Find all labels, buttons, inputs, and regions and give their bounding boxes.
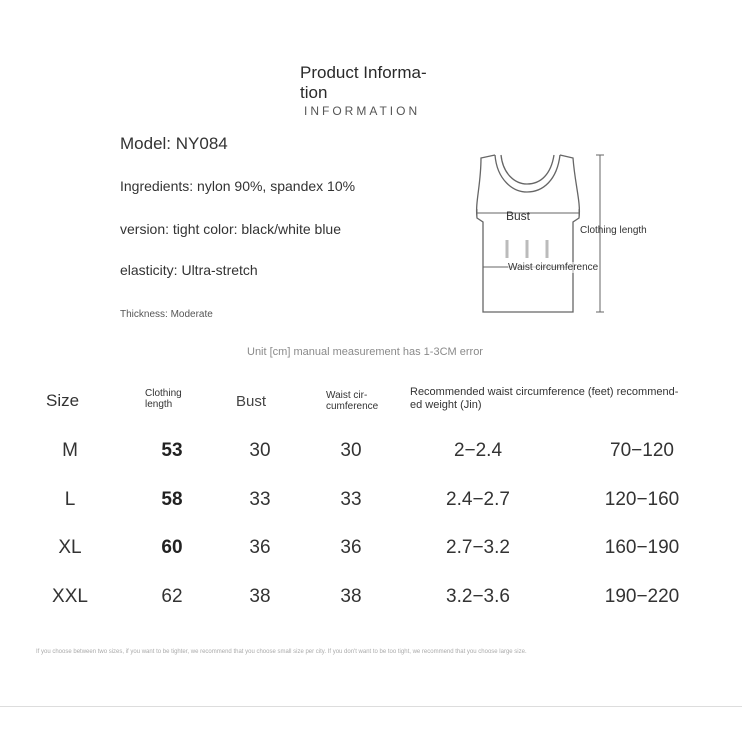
bottom-divider xyxy=(0,706,742,707)
cell-size: XL xyxy=(58,537,82,558)
cell-weight: 120−160 xyxy=(604,489,680,510)
cell-weight: 70−120 xyxy=(610,440,674,461)
thickness-label: Thickness: Moderate xyxy=(120,309,213,320)
cell-bust: 38 xyxy=(249,586,271,607)
bust-label: Bust xyxy=(506,209,531,223)
cell-length: 62 xyxy=(161,586,183,607)
cell-size: M xyxy=(62,440,78,461)
cell-weight: 160−190 xyxy=(604,537,680,558)
header-size: Size xyxy=(46,391,80,410)
cell-bust: 30 xyxy=(249,440,271,461)
cell-waist: 30 xyxy=(340,440,362,461)
unit-note: Unit [cm] manual measurement has 1-3CM error xyxy=(247,346,483,358)
header-bust: Bust xyxy=(236,393,267,410)
cell-waist: 36 xyxy=(340,537,362,558)
stripe-marks xyxy=(507,240,547,258)
page-title: Product Informa- tion xyxy=(300,63,427,102)
cell-waist-ft: 2.4−2.7 xyxy=(446,489,510,510)
elasticity-label: elasticity: Ultra-stretch xyxy=(120,262,258,278)
cell-bust: 36 xyxy=(249,537,271,558)
header-recommended: Recommended waist circumference (feet) recommend- ed weight (Jin) xyxy=(410,386,679,411)
cell-waist: 33 xyxy=(340,489,362,510)
page-subtitle: INFORMATION xyxy=(304,104,421,118)
model-label: Model: NY084 xyxy=(120,134,228,153)
cell-waist-ft: 2.7−3.2 xyxy=(446,537,510,558)
cell-size: L xyxy=(64,489,76,510)
length-label: Clothing length xyxy=(580,225,647,236)
cell-length: 58 xyxy=(161,489,183,510)
tank-top-outline xyxy=(477,155,580,312)
waist-label: Waist circumference xyxy=(508,262,599,273)
cell-weight: 190−220 xyxy=(604,586,680,607)
header-waist: Waist cir- cumference xyxy=(326,390,379,412)
footnote: If you choose between two sizes, if you want to be tighter, we recommend that you choose small size per city. If you don't want to be too tight, we recommend that you choose large size. xyxy=(36,649,527,655)
cell-length: 53 xyxy=(161,440,183,461)
cell-waist-ft: 3.2−3.6 xyxy=(446,586,510,607)
cell-size: XXL xyxy=(52,586,88,607)
ingredients-label: Ingredients: nylon 90%, spandex 10% xyxy=(120,178,356,194)
cell-bust: 33 xyxy=(249,489,271,510)
cell-length: 60 xyxy=(161,537,183,558)
header-clothing-length: Clothing length xyxy=(145,388,182,410)
cell-waist: 38 xyxy=(340,586,362,607)
version-label: version: tight color: black/white blue xyxy=(120,221,341,237)
cell-waist-ft: 2−2.4 xyxy=(453,440,503,461)
